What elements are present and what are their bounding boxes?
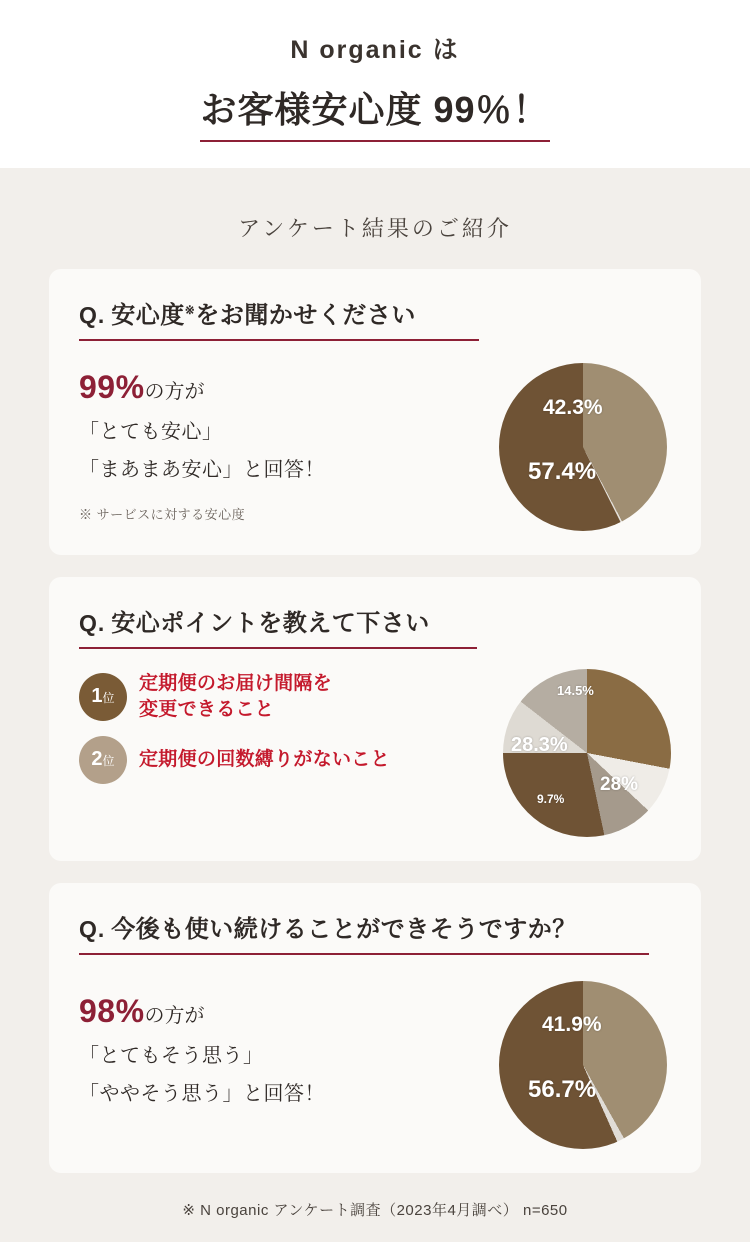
rank-item	[79, 736, 503, 784]
card-1-note: ※ サービスに対する安心度	[79, 507, 246, 522]
pie-chart-1	[499, 363, 667, 531]
rank-text-1-line2: 変更できること	[139, 698, 275, 720]
question-line-1	[79, 295, 671, 330]
rank-list	[79, 667, 503, 798]
answer-quote-1: 「とてもそう思う」	[79, 1045, 264, 1067]
answer-quote-2: 「ややそう思う」と回答！	[79, 1083, 325, 1105]
question-rest: をお聞かせください	[195, 302, 416, 329]
question-main: 安心度	[111, 302, 185, 329]
question-line-2	[79, 603, 671, 638]
question-underline	[79, 647, 477, 649]
pie-slice-label-42: 42.3%	[543, 396, 603, 419]
rank-number: 2	[91, 748, 103, 771]
question-marker: Q.	[79, 916, 106, 942]
card-2-content	[79, 667, 671, 837]
survey-body	[0, 168, 750, 1242]
rank-badge-2	[79, 736, 127, 784]
rank-text-1-line1: 定期便のお届け間隔を	[139, 673, 333, 694]
title-underline	[200, 140, 549, 142]
pie-chart-2	[503, 669, 671, 837]
question-text: 今後も使い続けることができそうですか？	[111, 916, 577, 943]
headline-suffix: の方が	[144, 1005, 205, 1027]
pie-slice-label-9-7: 9.7%	[537, 792, 565, 806]
pie-chart-1-disc	[499, 363, 667, 531]
headline-percent: 99%	[79, 369, 145, 405]
pie-chart-3-disc	[499, 981, 667, 1149]
answer-quote-2: 「まあまあ安心」と回答！	[79, 459, 325, 481]
rank-text-2: 定期便の回数縛りがないこと	[139, 749, 390, 771]
pie-slice-label-41-9: 41.9%	[542, 1013, 602, 1036]
section-title: アンケート結果のご紹介	[238, 216, 512, 241]
pie-slice-label-56-7: 56.7%	[528, 1076, 597, 1103]
rank-unit: 位	[102, 690, 115, 705]
card-3-text-block	[79, 981, 499, 1106]
headline-percent: 98%	[79, 993, 145, 1029]
question-text: 安心ポイントを教えて下さい	[111, 610, 430, 637]
survey-card-3	[49, 883, 701, 1173]
pie-slice-label-28-3: 28.3%	[511, 734, 568, 756]
rank-badge-1	[79, 673, 127, 721]
header-title-wrap	[200, 82, 549, 142]
footer-note: ※ N organic アンケート調査（2023年4月調べ） n=650	[182, 1202, 568, 1219]
question-text	[111, 295, 416, 330]
question-underline	[79, 339, 479, 341]
pie-slice-label-57: 57.4%	[528, 458, 597, 485]
pie-chart-3	[499, 981, 667, 1149]
headline-stat	[79, 993, 499, 1030]
question-line-3	[79, 909, 671, 944]
rank-text-1	[139, 671, 332, 722]
survey-card-1	[49, 269, 701, 555]
headline-stat	[79, 369, 499, 406]
question-superscript: ※	[184, 303, 196, 317]
question-marker: Q.	[79, 610, 106, 636]
headline-suffix: の方が	[144, 381, 205, 403]
pie-slice-label-14: 14.5%	[557, 683, 594, 698]
card-3-content	[79, 981, 671, 1149]
header-line-1: N organic は	[290, 36, 460, 64]
page-header	[0, 0, 750, 168]
survey-card-2	[49, 577, 701, 861]
question-marker: Q.	[79, 302, 106, 328]
page-title: お客様安心度 99％！	[200, 89, 550, 130]
question-underline	[79, 953, 649, 955]
card-1-content	[79, 363, 671, 531]
rank-unit: 位	[102, 754, 115, 769]
rank-item	[79, 671, 503, 722]
rank-number: 1	[91, 684, 103, 707]
answer-quote-1: 「とても安心」	[79, 421, 223, 443]
pie-slice-label-28: 28%	[600, 774, 639, 795]
card-1-text-block	[79, 363, 499, 523]
